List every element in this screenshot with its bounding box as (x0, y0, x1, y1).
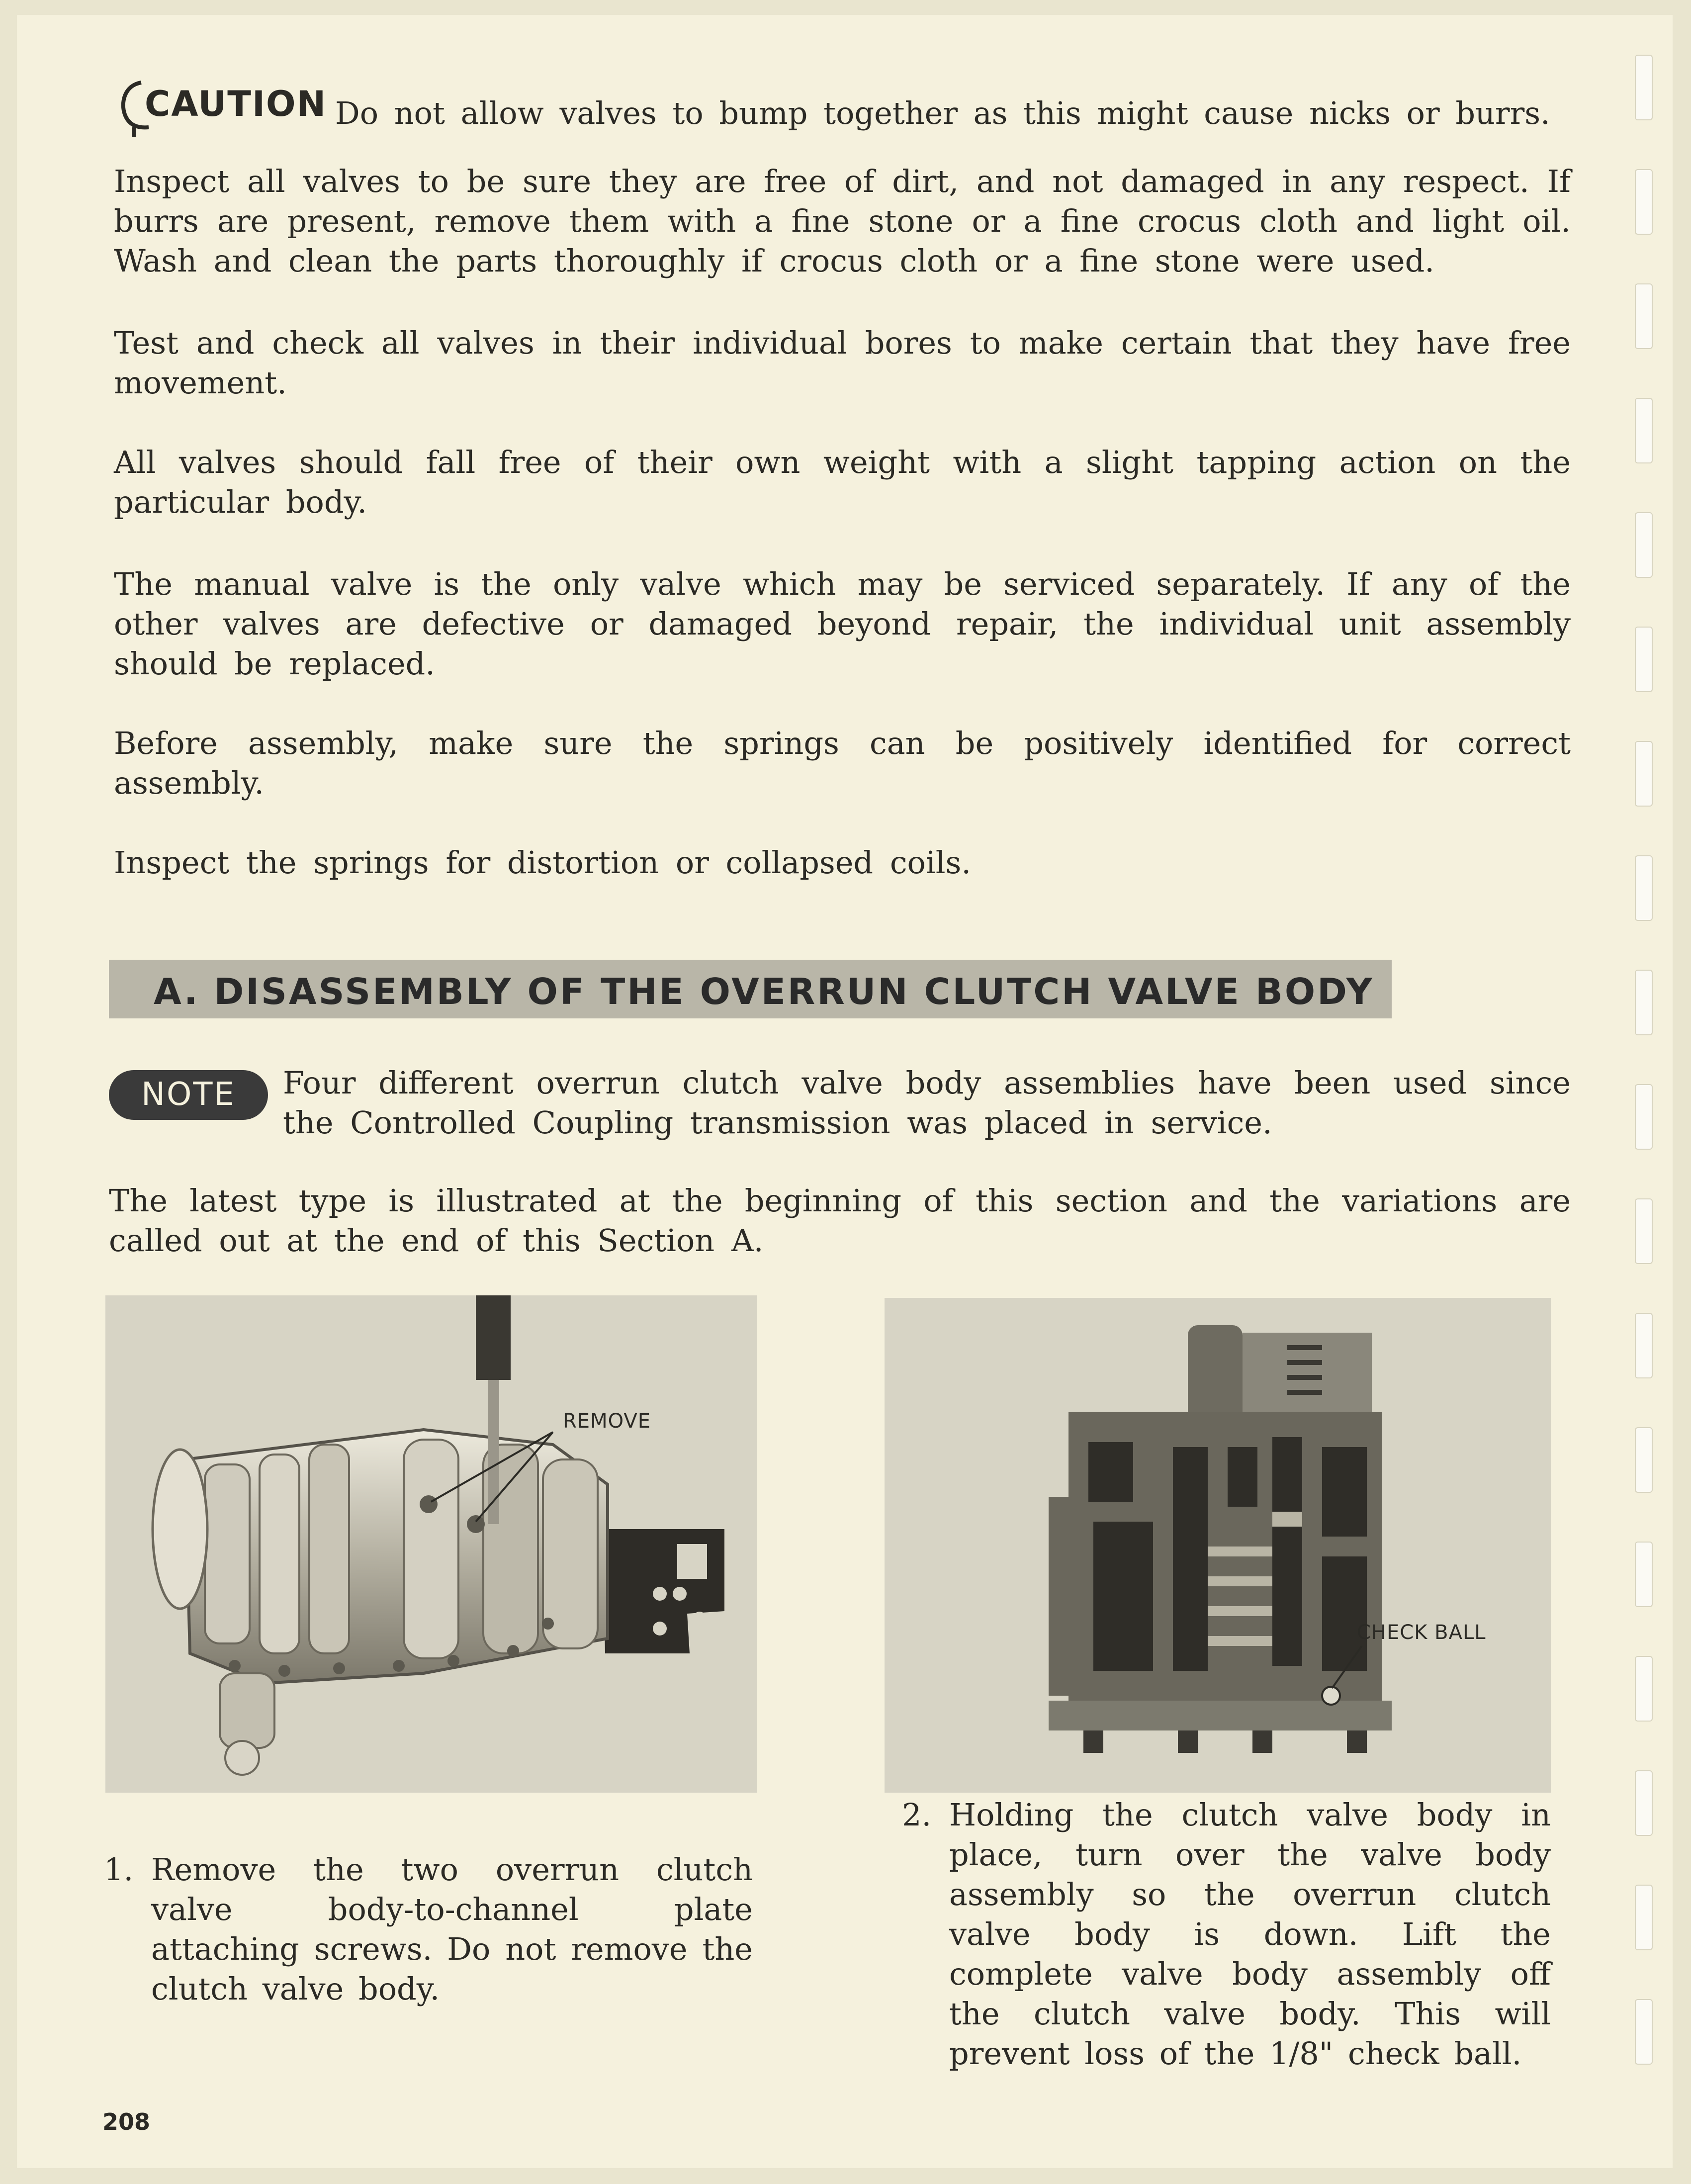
binder-hole (1635, 1770, 1653, 1836)
figure-2-number: 2. (902, 1797, 932, 1833)
binder-hole (1635, 512, 1653, 578)
valve-body-assembly-illustration (105, 1295, 757, 1793)
binder-hole (1635, 1427, 1653, 1493)
binder-hole (1635, 1542, 1653, 1607)
paragraph-test-valves: Test and check all valves in their individual bores to make certain that they have free movement. (114, 325, 1571, 401)
paragraph-inspect-springs: Inspect the springs for distortion or collapsed coils. (114, 844, 972, 881)
check-ball-callout-label: CHECK BALL (1357, 1621, 1486, 1644)
paragraph-inspect-valves: Inspect all valves to be sure they are free of dirt, and not damaged in any respect. If burrs are present, remove them with a fine stone or a fine crocus cloth and light oil. Wash and clean the parts thoroughly if crocus cloth or a fine stone were used. (114, 163, 1571, 279)
binder-hole (1635, 1084, 1653, 1150)
caution-block (114, 74, 1571, 143)
paragraph-valves-fall-free: All valves should fall free of their own weight with a slight tapping action on the particular body. (114, 444, 1571, 520)
binder-hole (1635, 627, 1653, 692)
figure-2-caption: Holding the clutch valve body in place, turn over the valve body assembly so the overrun clutch valve body is down. Lift the complete valve body assembly off the clutch valve body. This will prevent loss of the 1/8" check ball. (949, 1797, 1551, 2072)
clutch-valve-body-cross-section-illustration (885, 1298, 1551, 1793)
section-title: A. DISASSEMBLY OF THE OVERRUN CLUTCH VALVE BODY (154, 971, 1374, 1012)
figure-1-caption: Remove the two overrun clutch valve body-to-channel plate attaching screws. Do not remove the clutch valve body. (151, 1851, 753, 2007)
binder-hole (1635, 1198, 1653, 1264)
binder-hole (1635, 1999, 1653, 2065)
binder-hole (1635, 1656, 1653, 1722)
binder-hole (1635, 283, 1653, 349)
binder-hole (1635, 1313, 1653, 1378)
figure-1-photo (105, 1295, 757, 1793)
paragraph-manual-valve: The manual valve is the only valve which may be serviced separately. If any of the other valves are defective or damaged beyond repair, the individual unit assembly should be replaced. (114, 566, 1571, 682)
section-heading-bar (109, 960, 1392, 1018)
binder-hole (1635, 55, 1653, 120)
remove-callout-label: REMOVE (563, 1410, 651, 1433)
page-number: 208 (102, 2108, 151, 2135)
binder-hole (1635, 855, 1653, 921)
intro-paragraph: The latest type is illustrated at the beginning of this section and the variations are called out at the end of this Section A. (109, 1183, 1571, 1259)
caution-label: CAUTION (145, 84, 327, 124)
binder-hole (1635, 398, 1653, 463)
caution-text: Do not allow valves to bump together as this might cause nicks or burrs. (335, 95, 1550, 131)
binder-hole (1635, 741, 1653, 807)
binder-hole (1635, 1885, 1653, 1950)
binder-hole (1635, 970, 1653, 1035)
note-text: Four different overrun clutch valve body assemblies have been used since the Controlled Coupling transmission was placed in service. (283, 1065, 1571, 1141)
paragraph-before-assembly: Before assembly, make sure the springs can be positively identified for correct assembly. (114, 725, 1571, 801)
manual-page (17, 15, 1673, 2168)
figure-2-photo (885, 1298, 1551, 1793)
figure-1-number: 1. (104, 1851, 134, 1888)
note-badge (109, 1070, 268, 1120)
note-label: NOTE (141, 1076, 236, 1113)
binder-hole (1635, 169, 1653, 235)
